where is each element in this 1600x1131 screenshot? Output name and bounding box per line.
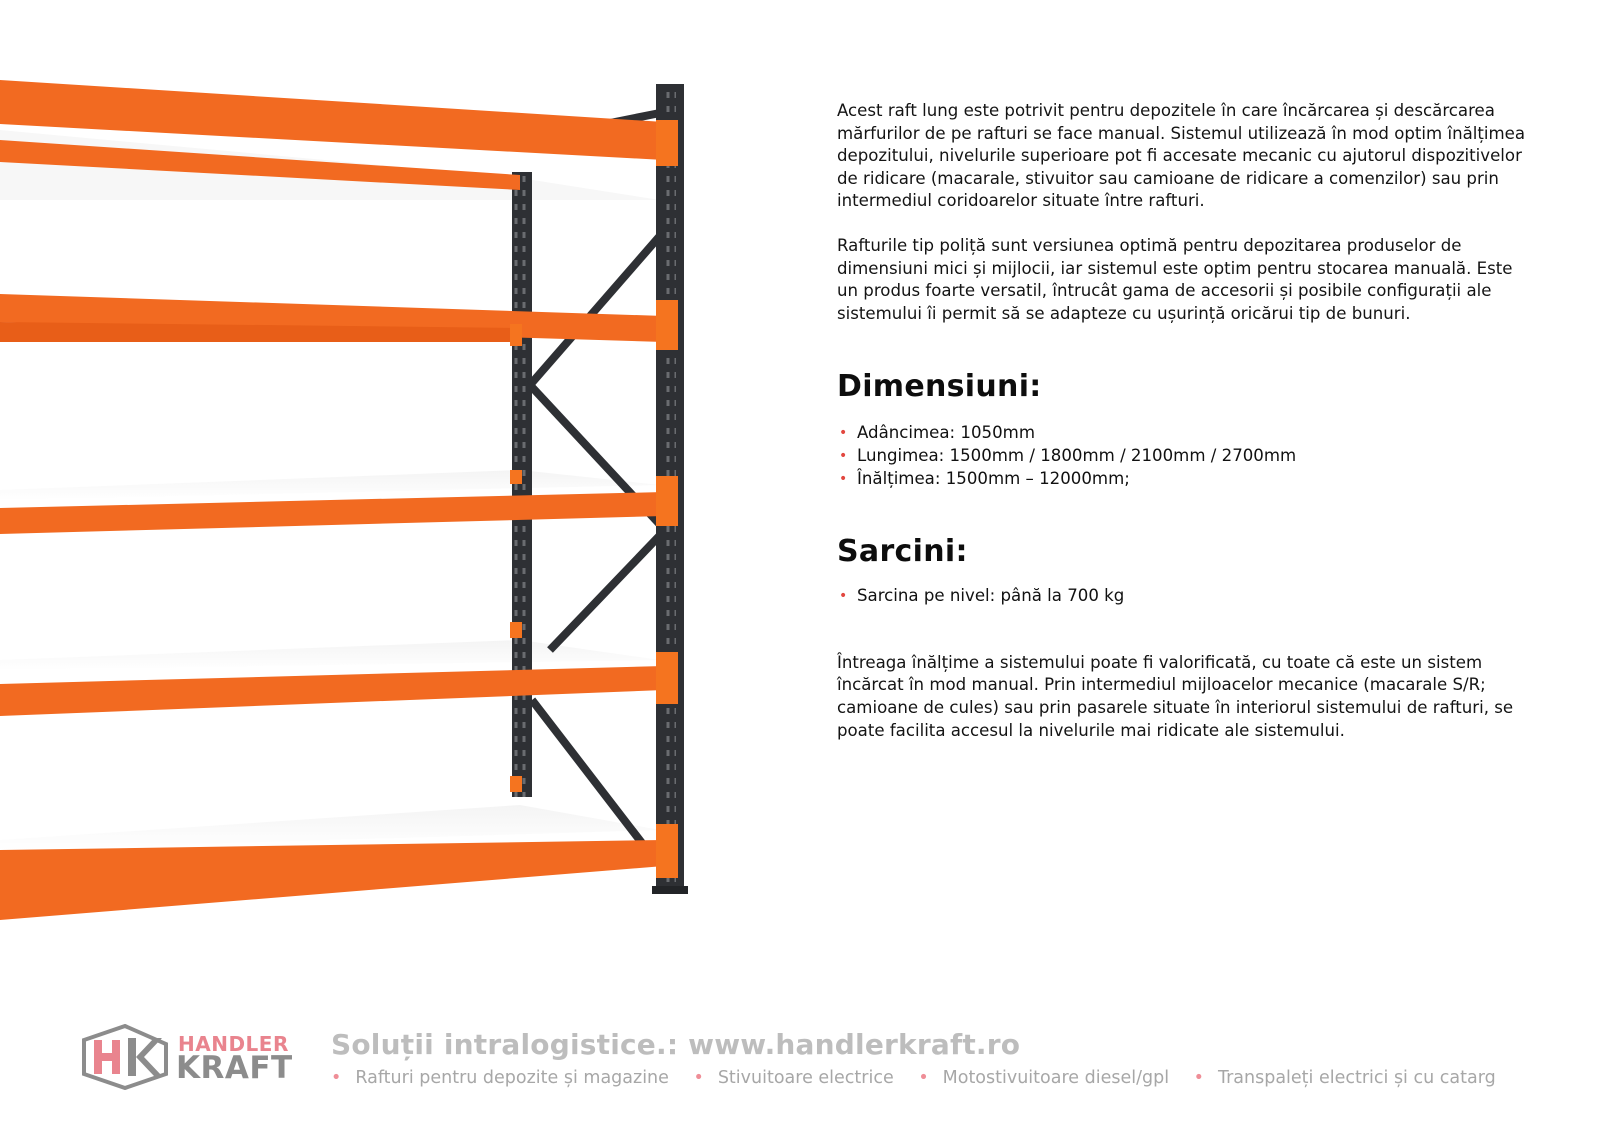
loads-list — [837, 585, 1527, 608]
hk-logo-icon — [82, 1024, 168, 1090]
brand-logo[interactable] — [82, 1024, 292, 1094]
beam — [0, 840, 664, 920]
beam-connector — [656, 300, 678, 350]
service-item: Rafturi pentru depozite și magazine — [355, 1068, 669, 1088]
product-description — [837, 100, 1527, 742]
bullet-icon: • — [1193, 1068, 1204, 1088]
service-item: Motostivuitoare diesel/gpl — [942, 1068, 1170, 1088]
bullet-icon: • — [839, 425, 848, 442]
beam-connector — [656, 824, 678, 878]
list-item: • Lungimea: 1500mm / 1800mm / 2100mm / 2700mm — [837, 445, 1527, 468]
service-item: Transpaleți electrici și cu catarg — [1217, 1068, 1496, 1088]
list-item: • Înălțimea: 1500mm – 12000mm; — [837, 468, 1527, 491]
dimensions-heading: Dimensiuni: — [837, 369, 1042, 405]
versatility-paragraph: Rafturile tip poliță sunt versiunea optimă pentru depozitarea produselor de dimensiuni mici și mijlocii, iar sistemul este optim pentru stocarea manuală. Este un produs foarte versatil, întrucât gama de accesorii și posibile configurații ale sistemului îi permit să se adapteze cu ușurință oricărui tip de bunuri. — [837, 235, 1513, 323]
service-item: Stivuitoare electrice — [717, 1068, 894, 1088]
beam-connector — [656, 476, 678, 526]
shelf-panel — [0, 640, 660, 670]
footer — [0, 1020, 1600, 1131]
bullet-icon: • — [693, 1068, 704, 1088]
bullet-icon: • — [918, 1068, 929, 1088]
beam — [0, 666, 664, 716]
shelving-rack-illustration — [0, 60, 700, 980]
dimensions-list — [837, 422, 1527, 490]
logo-text-handler: HANDLER — [178, 1032, 289, 1056]
beam-connector — [656, 652, 678, 704]
beam-connector — [656, 120, 678, 166]
beam-connector — [510, 324, 522, 346]
bullet-icon: • — [839, 447, 848, 464]
intro-paragraph: Acest raft lung este potrivit pentru depozitele în care încărcarea și descărcarea mărfurilor de pe rafturi se face manual. Sistemul utilizează în mod optim înălțimea depozitului, nivelurile superioare pot fi accesate mecanic cu ajutorul dispozitivelor de ridicare (macarale, stivuitor sau camioane de ridicare a comenzilor) sau prin intermediul coridoarelor situate între rafturi. — [837, 101, 1526, 211]
list-item: • Adâncimea: 1050mm — [837, 422, 1527, 445]
tagline-link[interactable]: Soluții intralogistice.: www.handlerkraft.ro — [331, 1028, 1021, 1061]
services-list — [331, 1068, 1515, 1088]
beam-connector — [510, 622, 522, 638]
bullet-icon: • — [839, 588, 848, 605]
beam — [0, 492, 664, 534]
loads-heading: Sarcini: — [837, 534, 968, 570]
bullet-icon: • — [331, 1068, 342, 1088]
bullet-icon: • — [839, 470, 848, 487]
list-item: • Sarcina pe nivel: până la 700 kg — [837, 585, 1527, 608]
beam-connector — [510, 470, 522, 484]
closing-paragraph: Întreaga înălțime a sistemului poate fi valorificată, cu toate că este un sistem încărcat în mod manual. Prin intermediul mijloacelor mecanice (macarale S/R; camioane de cules) sau prin pasarele situate în interiorul sistemului de rafturi, se poate facilita accesul la nivelurile mai ridicate ale sistemului. — [837, 652, 1514, 740]
upright-foot — [652, 886, 688, 894]
logo-text-kraft: KRAFT — [176, 1050, 293, 1086]
beam-connector — [510, 776, 522, 792]
